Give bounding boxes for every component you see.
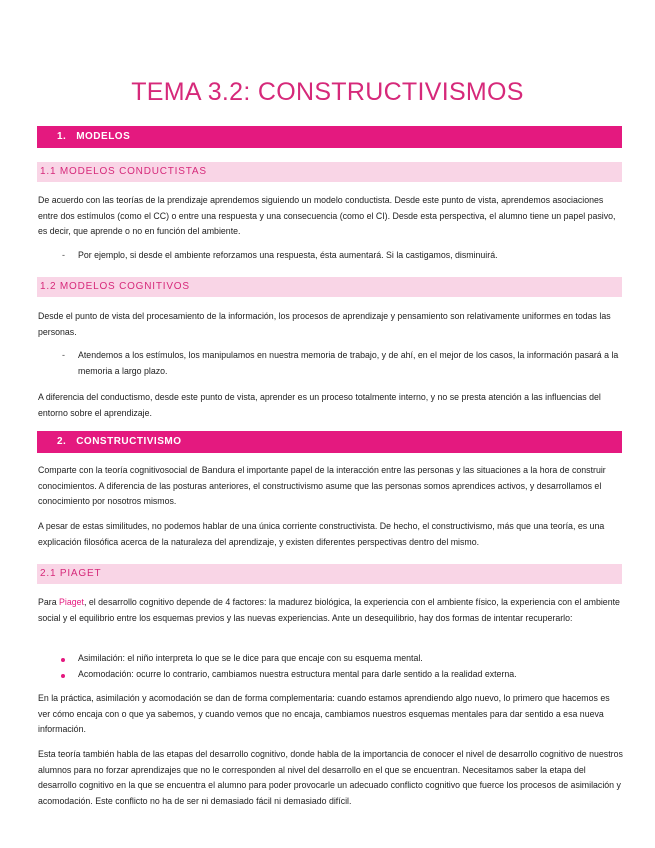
section-heading-modelos <box>37 126 622 148</box>
bullet-icon <box>61 658 65 662</box>
section-number: 2. <box>57 436 67 447</box>
page-title: TEMA 3.2: CONSTRUCTIVISMOS <box>131 78 524 106</box>
dash-bullet-icon: - <box>62 250 65 260</box>
paragraph: A pesar de estas similitudes, no podemos hablar de una única corriente constructivista. De hecho, el constructivismo, más que una teoría, es una explicación filosófica acerca de la naturaleza del aprendizaje, y existen diferentes perspectivas dentro del mismo. <box>38 521 605 547</box>
text-run: , el desarrollo cognitivo depende de 4 factores: la madurez biológica, la experiencia con el ambiente físico, la experiencia con el ambiente social y el equilibrio entre los esquemas previos y las nuevas experiencias. Ante un desequilibrio, hay dos formas de intentar recuperarlo: <box>38 597 620 623</box>
section-number: 1. <box>57 131 67 142</box>
list-item: Acomodación: ocurre lo contrario, cambiamos nuestra estructura mental para darle sentido a la realidad externa. <box>78 669 517 679</box>
section-label: MODELOS <box>76 131 131 142</box>
paragraph: A diferencia del conductismo, desde este punto de vista, aprender es un proceso totalmente interno, y no se presta atención a las influencias del entorno sobre el aprendizaje. <box>38 392 601 418</box>
paragraph <box>38 595 623 626</box>
section-label: CONSTRUCTIVISMO <box>76 436 182 447</box>
text-run: Para <box>38 597 60 607</box>
paragraph: Desde el punto de vista del procesamiento de la información, los procesos de aprendizaje y pensamiento son relativamente uniformes en todas las personas. <box>38 311 611 337</box>
subsection-heading-conductistas: 1.1 MODELOS CONDUCTISTAS <box>37 162 622 182</box>
dash-bullet-icon: - <box>62 350 65 360</box>
highlighted-name: Piaget <box>59 597 84 607</box>
paragraph: Esta teoría también habla de las etapas del desarrollo cognitivo, donde habla de la importancia de conocer el nivel de desarrollo cognitivo de nuestros alumnos para no forzar aprendizajes que no le corresponden al nivel del desarrollo en el que se encuentran. Necesitamos saber la etapa del desarrollo cognitivo en la que se encuentra el alumno para poder provocarle un adecuado conflicto cognitivo que fuerce los procesos de asimilación y acomodación. Este conflicto no ha de ser ni demasiado fácil ni demasiado difícil. <box>38 749 623 806</box>
section-heading-constructivismo <box>37 431 622 453</box>
subsection-heading-piaget: 2.1 PIAGET <box>37 564 622 584</box>
paragraph: De acuerdo con las teorías de la prendizaje aprendemos siguiendo un modelo conductista. Desde este punto de vista, aprendemos asociaciones entre dos estímulos (como el CC) o entre una respuesta y una consecuencia (como el CI). Desde esta perspectiva, el alumno tiene un papel pasivo, es decir, que aprende o no en función del ambiente. <box>38 195 616 236</box>
list-item: Por ejemplo, si desde el ambiente reforzamos una respuesta, ésta aumentará. Si la castigamos, disminuirá. <box>78 250 498 260</box>
list-item: Asimilación: el niño interpreta lo que se le dice para que encaje con su esquema mental. <box>78 653 423 663</box>
subsection-heading-cognitivos: 1.2 MODELOS COGNITIVOS <box>37 277 622 297</box>
bullet-icon <box>61 674 65 678</box>
list-item: Atendemos a los estímulos, los manipulamos en nuestra memoria de trabajo, y de ahí, en el mejor de los casos, la información pasará a la memoria a largo plazo. <box>78 350 619 376</box>
paragraph: En la práctica, asimilación y acomodación se dan de forma complementaria: cuando estamos aprendiendo algo nuevo, lo primero que hacemos es ver cómo encaja con o que ya sabemos, y cuando vemos que no encaja, cambiamos nuestros esquemas mentales para dar sentido a esa nueva información. <box>38 693 610 734</box>
paragraph: Comparte con la teoría cognitivosocial de Bandura el importante papel de la interacción entre las personas y las situaciones a la hora de construir conocimientos. A diferencia de las posturas anteriores, el constructivismo asume que las personas somos aprendices activos, y desarrollamos el conocimiento por nosotros mismos. <box>38 465 606 506</box>
